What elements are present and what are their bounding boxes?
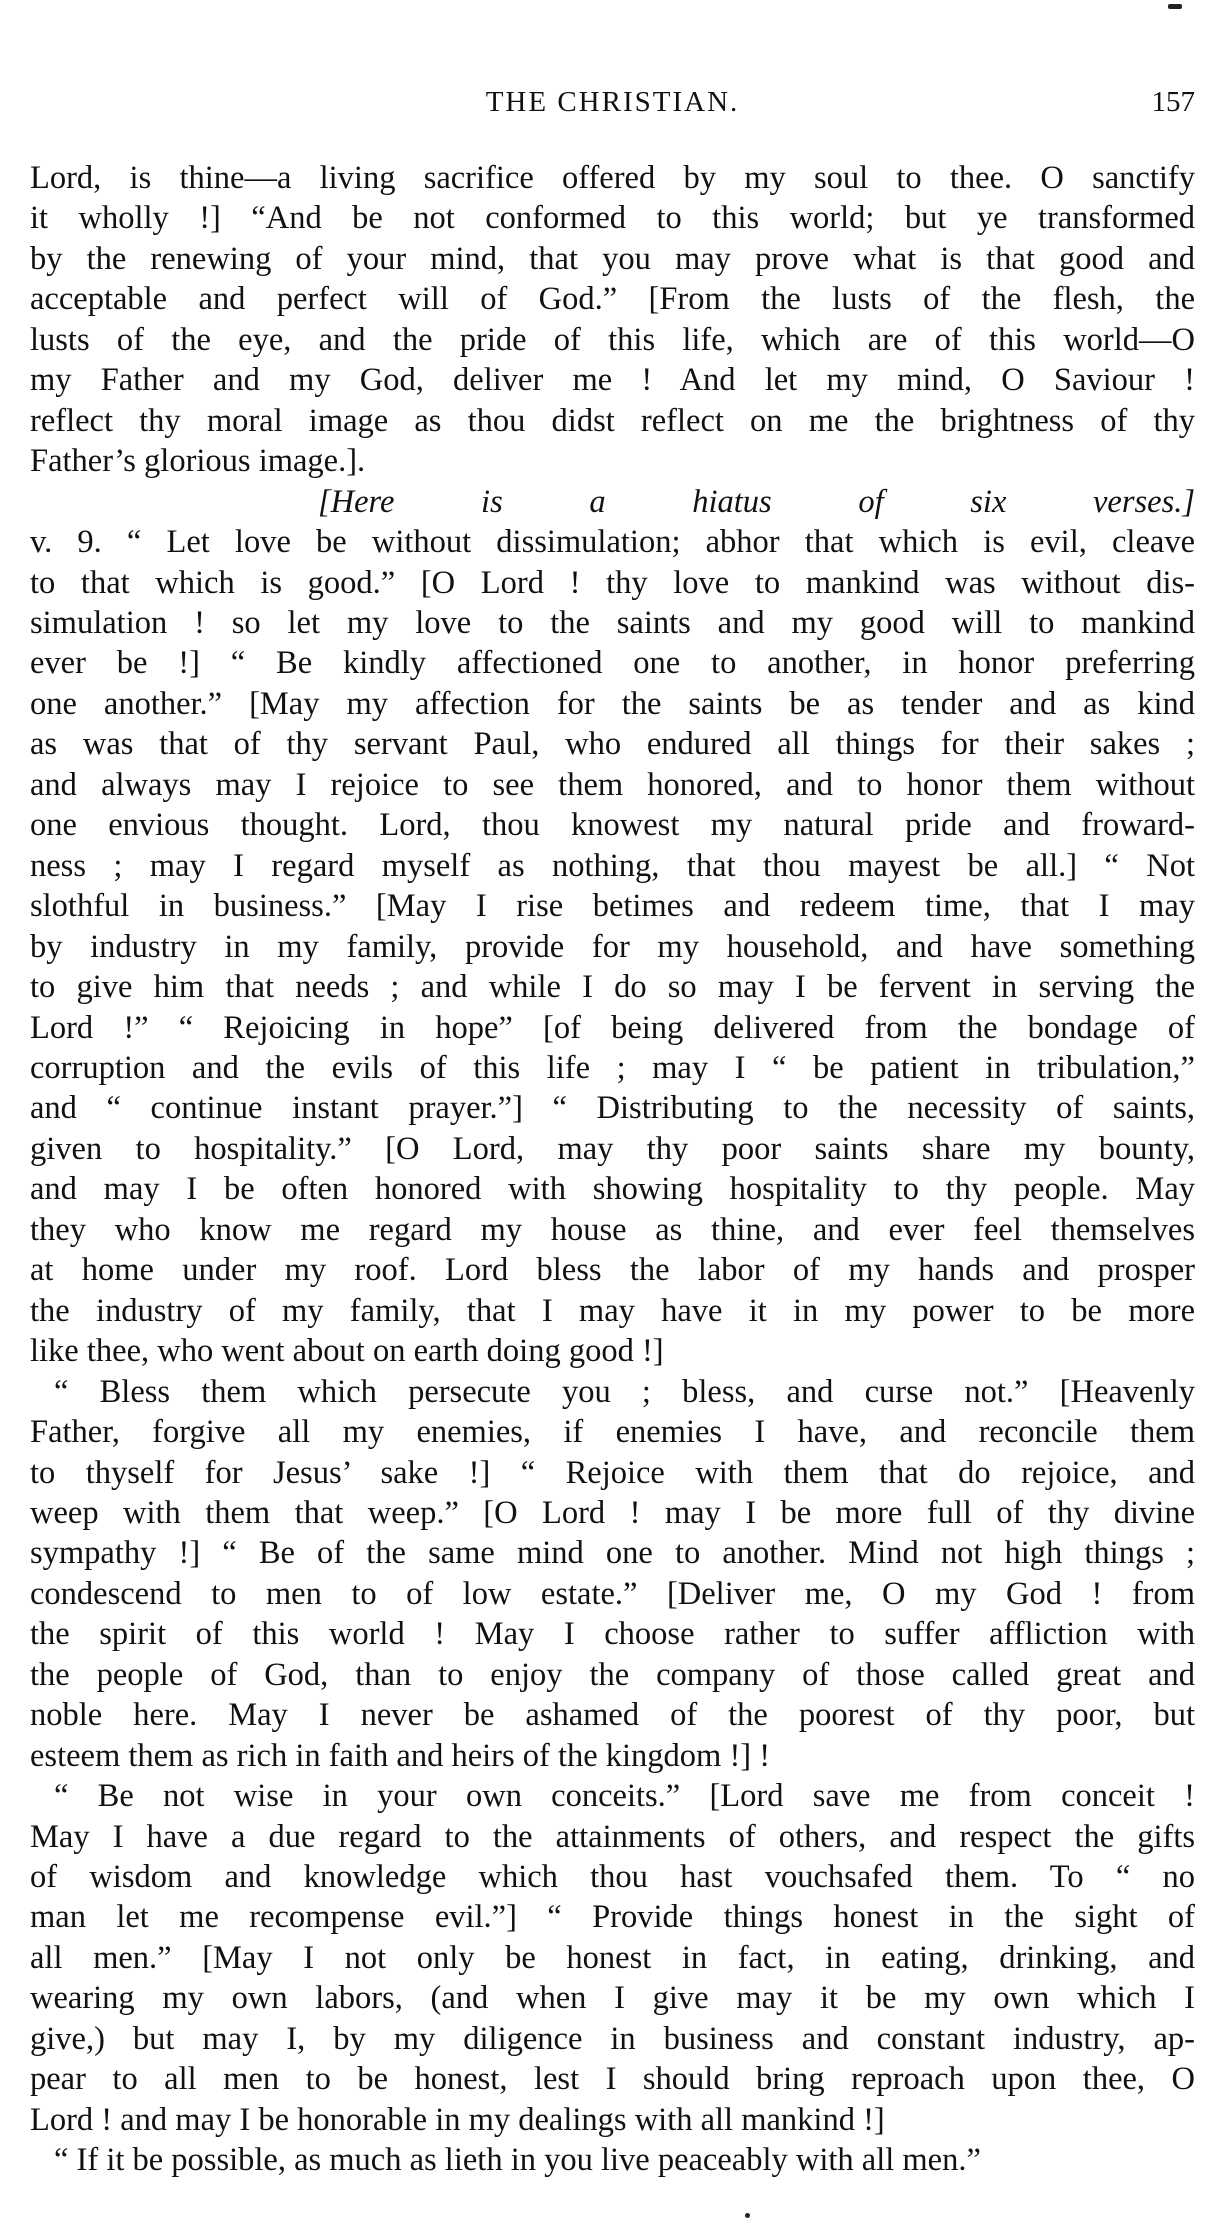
text-line: v. 9. “ Let love be without dissimulation; abhor that which is evil, cleave xyxy=(30,524,1195,561)
text-line: all men.” [May I not only be honest in fact, in eating, drinking, and xyxy=(30,1939,1195,1976)
text-line: Lord !” “ Rejoicing in hope” [of being delivered from the bondage of xyxy=(30,1009,1195,1046)
ink-speck xyxy=(745,2213,750,2218)
text-line: give,) but may I, by my diligence in business and constant industry, ap- xyxy=(30,2020,1195,2057)
text-line: lusts of the eye, and the pride of this life, which are of this world—O xyxy=(30,321,1195,358)
text-line: esteem them as rich in faith and heirs of the kingdom !] ! xyxy=(30,1737,771,1774)
text-line: the spirit of this world ! May I choose rather to suffer affliction with xyxy=(30,1616,1195,1653)
paragraph-bless xyxy=(30,1372,1195,1777)
text-line: May I have a due regard to the attainments of others, and respect the gifts xyxy=(30,1818,1195,1855)
text-line: wearing my own labors, (and when I give may it be my own which I xyxy=(30,1980,1195,2017)
text-line: to that which is good.” [O Lord ! thy love to mankind was without dis- xyxy=(30,564,1195,601)
text-line: it wholly !] “And be not conformed to this world; but ye transformed xyxy=(30,200,1195,237)
text-line: by industry in my family, provide for my household, and have something xyxy=(30,928,1195,965)
text-line: simulation ! so let my love to the saints and my good will to mankind xyxy=(30,604,1195,641)
text-line: Lord ! and may I be honorable in my dealings with all mankind !] xyxy=(30,2101,885,2138)
text-line: my Father and my God, deliver me ! And let my mind, O Saviour ! xyxy=(30,362,1195,399)
text-line: they who know me regard my house as thine, and ever feel themselves xyxy=(30,1211,1195,1248)
text-line: “ Bless them which persecute you ; bless, and curse not.” [Heavenly xyxy=(54,1373,1195,1410)
text-line: “ Be not wise in your own conceits.” [Lord save me from conceit ! xyxy=(54,1778,1195,1815)
text-line: to give him that needs ; and while I do so may I be fervent in serving the xyxy=(30,969,1195,1006)
text-line: weep with them that weep.” [O Lord ! may I be more full of thy divine xyxy=(30,1494,1195,1531)
text-line: one envious thought. Lord, thou knowest my natural pride and froward- xyxy=(30,807,1195,844)
text-line: ness ; may I regard myself as nothing, that thou mayest be all.] “ Not xyxy=(30,847,1195,884)
text-line: as was that of thy servant Paul, who endured all things for their sakes ; xyxy=(30,726,1195,763)
text-line: the industry of my family, that I may have it in my power to be more xyxy=(30,1292,1195,1329)
hiatus-note: [Here is a hiatus of six verses.] xyxy=(318,483,1195,520)
page-header xyxy=(30,86,1195,130)
text-line: of wisdom and knowledge which thou hast vouchsafed them. To “ no xyxy=(30,1859,1195,1896)
text-line: the people of God, than to enjoy the company of those called great and xyxy=(30,1656,1195,1693)
text-line: at home under my roof. Lord bless the labor of my hands and prosper xyxy=(30,1252,1195,1289)
text-line: “ If it be possible, as much as lieth in you live peaceably with all men.” xyxy=(54,2142,981,2179)
text-line: condescend to men to of low estate.” [Deliver me, O my God ! from xyxy=(30,1575,1195,1612)
text-line: and “ continue instant prayer.”] “ Distributing to the necessity of saints, xyxy=(30,1090,1195,1127)
text-line: Father’s glorious image.]. xyxy=(30,443,366,480)
text-line: man let me recompense evil.”] “ Provide things honest in the sight of xyxy=(30,1899,1195,1936)
ink-speck xyxy=(1168,4,1182,9)
text-line: given to hospitality.” [O Lord, may thy poor saints share my bounty, xyxy=(30,1130,1195,1167)
text-line: noble here. May I never be ashamed of the poorest of thy poor, but xyxy=(30,1697,1195,1734)
text-line: pear to all men to be honest, lest I should bring reproach upon thee, O xyxy=(30,2061,1195,2098)
text-line: corruption and the evils of this life ; may I “ be patient in tribulation,” xyxy=(30,1049,1195,1086)
text-line: slothful in business.” [May I rise betimes and redeem time, that I may xyxy=(30,888,1195,925)
text-line: like thee, who went about on earth doing good !] xyxy=(30,1333,664,1370)
text-line: ever be !] “ Be kindly affectioned one to another, in honor preferring xyxy=(30,645,1195,682)
text-line: acceptable and perfect will of God.” [From the lusts of the flesh, the xyxy=(30,281,1195,318)
text-line: by the renewing of your mind, that you may prove what is that good and xyxy=(30,240,1195,277)
paragraph-verse-9 xyxy=(30,522,1195,1372)
paragraph-wise xyxy=(30,1776,1195,2140)
page-number: 157 xyxy=(1151,86,1195,118)
text-line: sympathy !] “ Be of the same mind one to another. Mind not high things ; xyxy=(30,1535,1195,1572)
running-head: THE CHRISTIAN. xyxy=(485,86,740,118)
text-line: and may I be often honored with showing hospitality to thy people. May xyxy=(30,1171,1195,1208)
text-line: Lord, is thine—a living sacrifice offered by my soul to thee. O sanctify xyxy=(30,160,1195,196)
text-line: reflect thy moral image as thou didst reflect on me the brightness of thy xyxy=(30,402,1195,439)
text-line: to thyself for Jesus’ sake !] “ Rejoice with them that do rejoice, and xyxy=(30,1454,1195,1491)
body-text xyxy=(30,158,1195,2181)
text-line: and always may I rejoice to see them honored, and to honor them without xyxy=(30,766,1195,803)
text-line: one another.” [May my affection for the saints be as tender and as kind xyxy=(30,685,1195,722)
paragraph-peace xyxy=(30,2140,1195,2180)
text-line: Father, forgive all my enemies, if enemies I have, and reconcile them xyxy=(30,1414,1195,1451)
paragraph-1 xyxy=(30,158,1195,482)
